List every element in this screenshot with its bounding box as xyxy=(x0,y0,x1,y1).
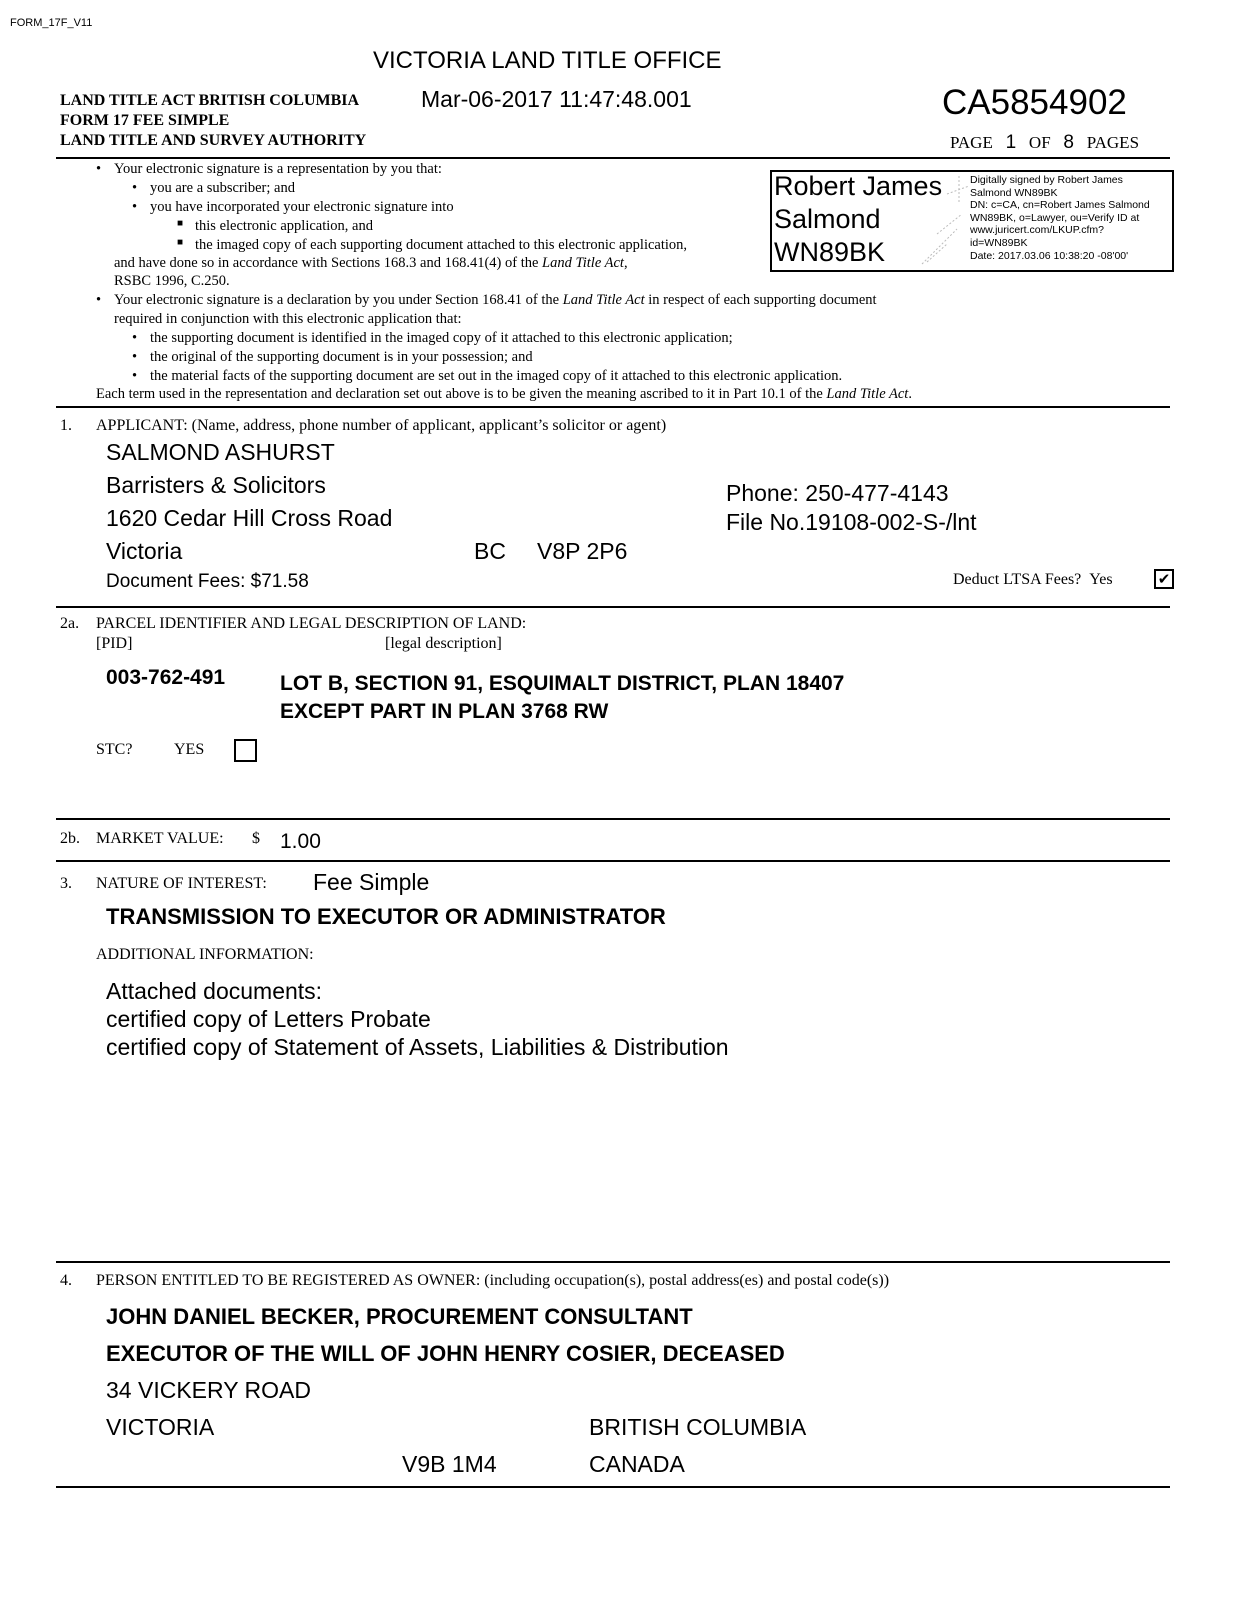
deduct-fees-checkbox[interactable]: ✔ xyxy=(1154,569,1174,589)
section2b-label: MARKET VALUE: xyxy=(96,830,224,847)
stc-checkbox[interactable] xyxy=(234,739,257,762)
additional-info-label: ADDITIONAL INFORMATION: xyxy=(96,946,314,963)
additional-info-line3: certified copy of Statement of Assets, Liabilities & Distribution xyxy=(106,1034,729,1060)
decl-line-13: Each term used in the representation and declaration set out above is to be given the meaning ascribed to it in Part 10.1 of the Land Title Act. xyxy=(96,386,912,402)
decl-line-12: the material facts of the supporting document are set out in the imaged copy of it attached to this electronic application. xyxy=(150,368,843,384)
section2a-number: 2a. xyxy=(60,615,80,632)
header-divider xyxy=(56,157,1170,159)
pid-label: [PID] xyxy=(96,635,133,652)
section3-number: 3. xyxy=(60,875,72,892)
signer-name: Robert James Salmond WN89BK xyxy=(774,171,943,267)
section2a-label: PARCEL IDENTIFIER AND LEGAL DESCRIPTION OF LAND: xyxy=(96,615,527,632)
header-form-title: FORM 17 FEE SIMPLE xyxy=(60,112,230,129)
section4-number: 4. xyxy=(60,1272,72,1289)
pid-value: 003-762-491 xyxy=(106,666,226,689)
owner-country: CANADA xyxy=(589,1451,685,1477)
of-word: OF xyxy=(1028,133,1051,152)
applicant-file-number: File No.19108-002-S-/lnt xyxy=(726,509,977,535)
nature-of-interest: Fee Simple xyxy=(313,869,430,895)
decl-line-9: required in conjunction with this electronic application that: xyxy=(114,311,462,327)
section1-number: 1. xyxy=(60,417,72,434)
applicant-street: 1620 Cedar Hill Cross Road xyxy=(106,505,393,531)
transfer-type: TRANSMISSION TO EXECUTOR OR ADMINISTRATOR xyxy=(106,904,666,929)
page-word: PAGE xyxy=(950,133,993,152)
owner-city: VICTORIA xyxy=(106,1414,215,1440)
decl-bullet-2: • xyxy=(132,180,138,196)
signature-seal-icon xyxy=(917,174,972,268)
owner-postal-code: V9B 1M4 xyxy=(402,1451,497,1477)
decl-line-5: the imaged copy of each supporting document attached to this electronic application, xyxy=(195,237,688,253)
additional-info-line2: certified copy of Letters Probate xyxy=(106,1006,431,1032)
owner-province: BRITISH COLUMBIA xyxy=(589,1414,807,1440)
header-act-title: LAND TITLE ACT BRITISH COLUMBIA xyxy=(60,92,360,109)
legal-description-line1: LOT B, SECTION 91, ESQUIMALT DISTRICT, PLAN 18407 xyxy=(280,672,845,695)
additional-info-line1: Attached documents: xyxy=(106,978,323,1004)
form-code: FORM_17F_V11 xyxy=(10,17,93,29)
applicant-province: BC xyxy=(474,538,506,564)
decl-line-11: the original of the supporting document is in your possession; and xyxy=(150,349,533,365)
stc-yes-label: YES xyxy=(174,741,205,758)
header-authority: LAND TITLE AND SURVEY AUTHORITY xyxy=(60,132,367,149)
applicant-city: Victoria xyxy=(106,538,183,564)
decl-bullet-10: • xyxy=(132,330,138,346)
section-divider-4 xyxy=(56,860,1170,862)
decl-bullet-3: • xyxy=(132,199,138,215)
section-divider-1 xyxy=(56,406,1170,408)
applicant-name: SALMOND ASHURST xyxy=(106,439,335,465)
decl-bullet-11: • xyxy=(132,349,138,365)
decl-line-8: Your electronic signature is a declaration by you under Section 168.41 of the Land Title Act in respect of each supporting document xyxy=(114,292,877,308)
decl-bullet-8: • xyxy=(96,292,102,308)
timestamp: Mar-06-2017 11:47:48.001 xyxy=(421,86,692,112)
legal-description-line2: EXCEPT PART IN PLAN 3768 RW xyxy=(280,700,609,723)
decl-line-7: RSBC 1996, C.250. xyxy=(114,273,230,289)
section-divider-3 xyxy=(56,818,1170,820)
pagination xyxy=(950,132,1139,154)
section4-label: PERSON ENTITLED TO BE REGISTERED AS OWNER: (including occupation(s), postal address(es) and postal code(s)) xyxy=(96,1272,890,1289)
decl-bullet-12: • xyxy=(132,368,138,384)
decl-bullet-4: ■ xyxy=(177,218,184,229)
page-total: 8 xyxy=(1063,132,1074,153)
document-fees: Document Fees: $71.58 xyxy=(106,571,309,592)
decl-line-3: you have incorporated your electronic signature into xyxy=(150,199,454,215)
pages-word: PAGES xyxy=(1086,133,1140,152)
decl-bullet-1: • xyxy=(96,161,102,177)
applicant-phone: Phone: 250-477-4143 xyxy=(726,480,949,506)
signature-details: Digitally signed by Robert James Salmond WN89BK DN: c=CA, cn=Robert James Salmond WN89BK, o=Lawyer, ou=Verify ID at www.juricert.com/LKUP.cfm? id=WN89BK Date: 2017.03.06 10:38:20 -08'00' xyxy=(970,174,1150,262)
decl-line-10: the supporting document is identified in the imaged copy of it attached to this electronic application; xyxy=(150,330,733,346)
market-value: 1.00 xyxy=(280,830,321,853)
owner-line2: EXECUTOR OF THE WILL OF JOHN HENRY COSIER, DECEASED xyxy=(106,1341,785,1366)
section-divider-2 xyxy=(56,606,1170,608)
market-value-currency: $ xyxy=(252,830,260,847)
decl-line-1: Your electronic signature is a representation by you that: xyxy=(114,161,442,177)
owner-street: 34 VICKERY ROAD xyxy=(106,1377,311,1403)
digital-signature-box[interactable] xyxy=(770,170,1174,272)
decl-bullet-5: ■ xyxy=(177,237,184,248)
stc-label: STC? xyxy=(96,741,133,758)
office-title: VICTORIA LAND TITLE OFFICE xyxy=(373,47,722,74)
applicant-postal-code: V8P 2P6 xyxy=(537,538,628,564)
page-current: 1 xyxy=(1005,132,1017,153)
owner-line1: JOHN DANIEL BECKER, PROCUREMENT CONSULTANT xyxy=(106,1304,693,1329)
section2b-number: 2b. xyxy=(60,830,80,847)
decl-line-2: you are a subscriber; and xyxy=(150,180,295,196)
legal-description-label: [legal description] xyxy=(385,635,502,652)
document-number: CA5854902 xyxy=(942,83,1127,122)
decl-line-6: and have done so in accordance with Sections 168.3 and 168.41(4) of the Land Title Act, xyxy=(114,255,628,271)
deduct-fees-value: Yes xyxy=(1089,571,1113,588)
section-divider-5 xyxy=(56,1261,1170,1263)
section3-label: NATURE OF INTEREST: xyxy=(96,875,267,892)
deduct-fees-label: Deduct LTSA Fees? Yes xyxy=(953,571,1113,588)
section-divider-6 xyxy=(56,1486,1170,1488)
section1-label: APPLICANT: (Name, address, phone number of applicant, applicant’s solicitor or agent) xyxy=(96,417,667,434)
applicant-firm: Barristers & Solicitors xyxy=(106,472,326,498)
decl-line-4: this electronic application, and xyxy=(195,218,373,234)
